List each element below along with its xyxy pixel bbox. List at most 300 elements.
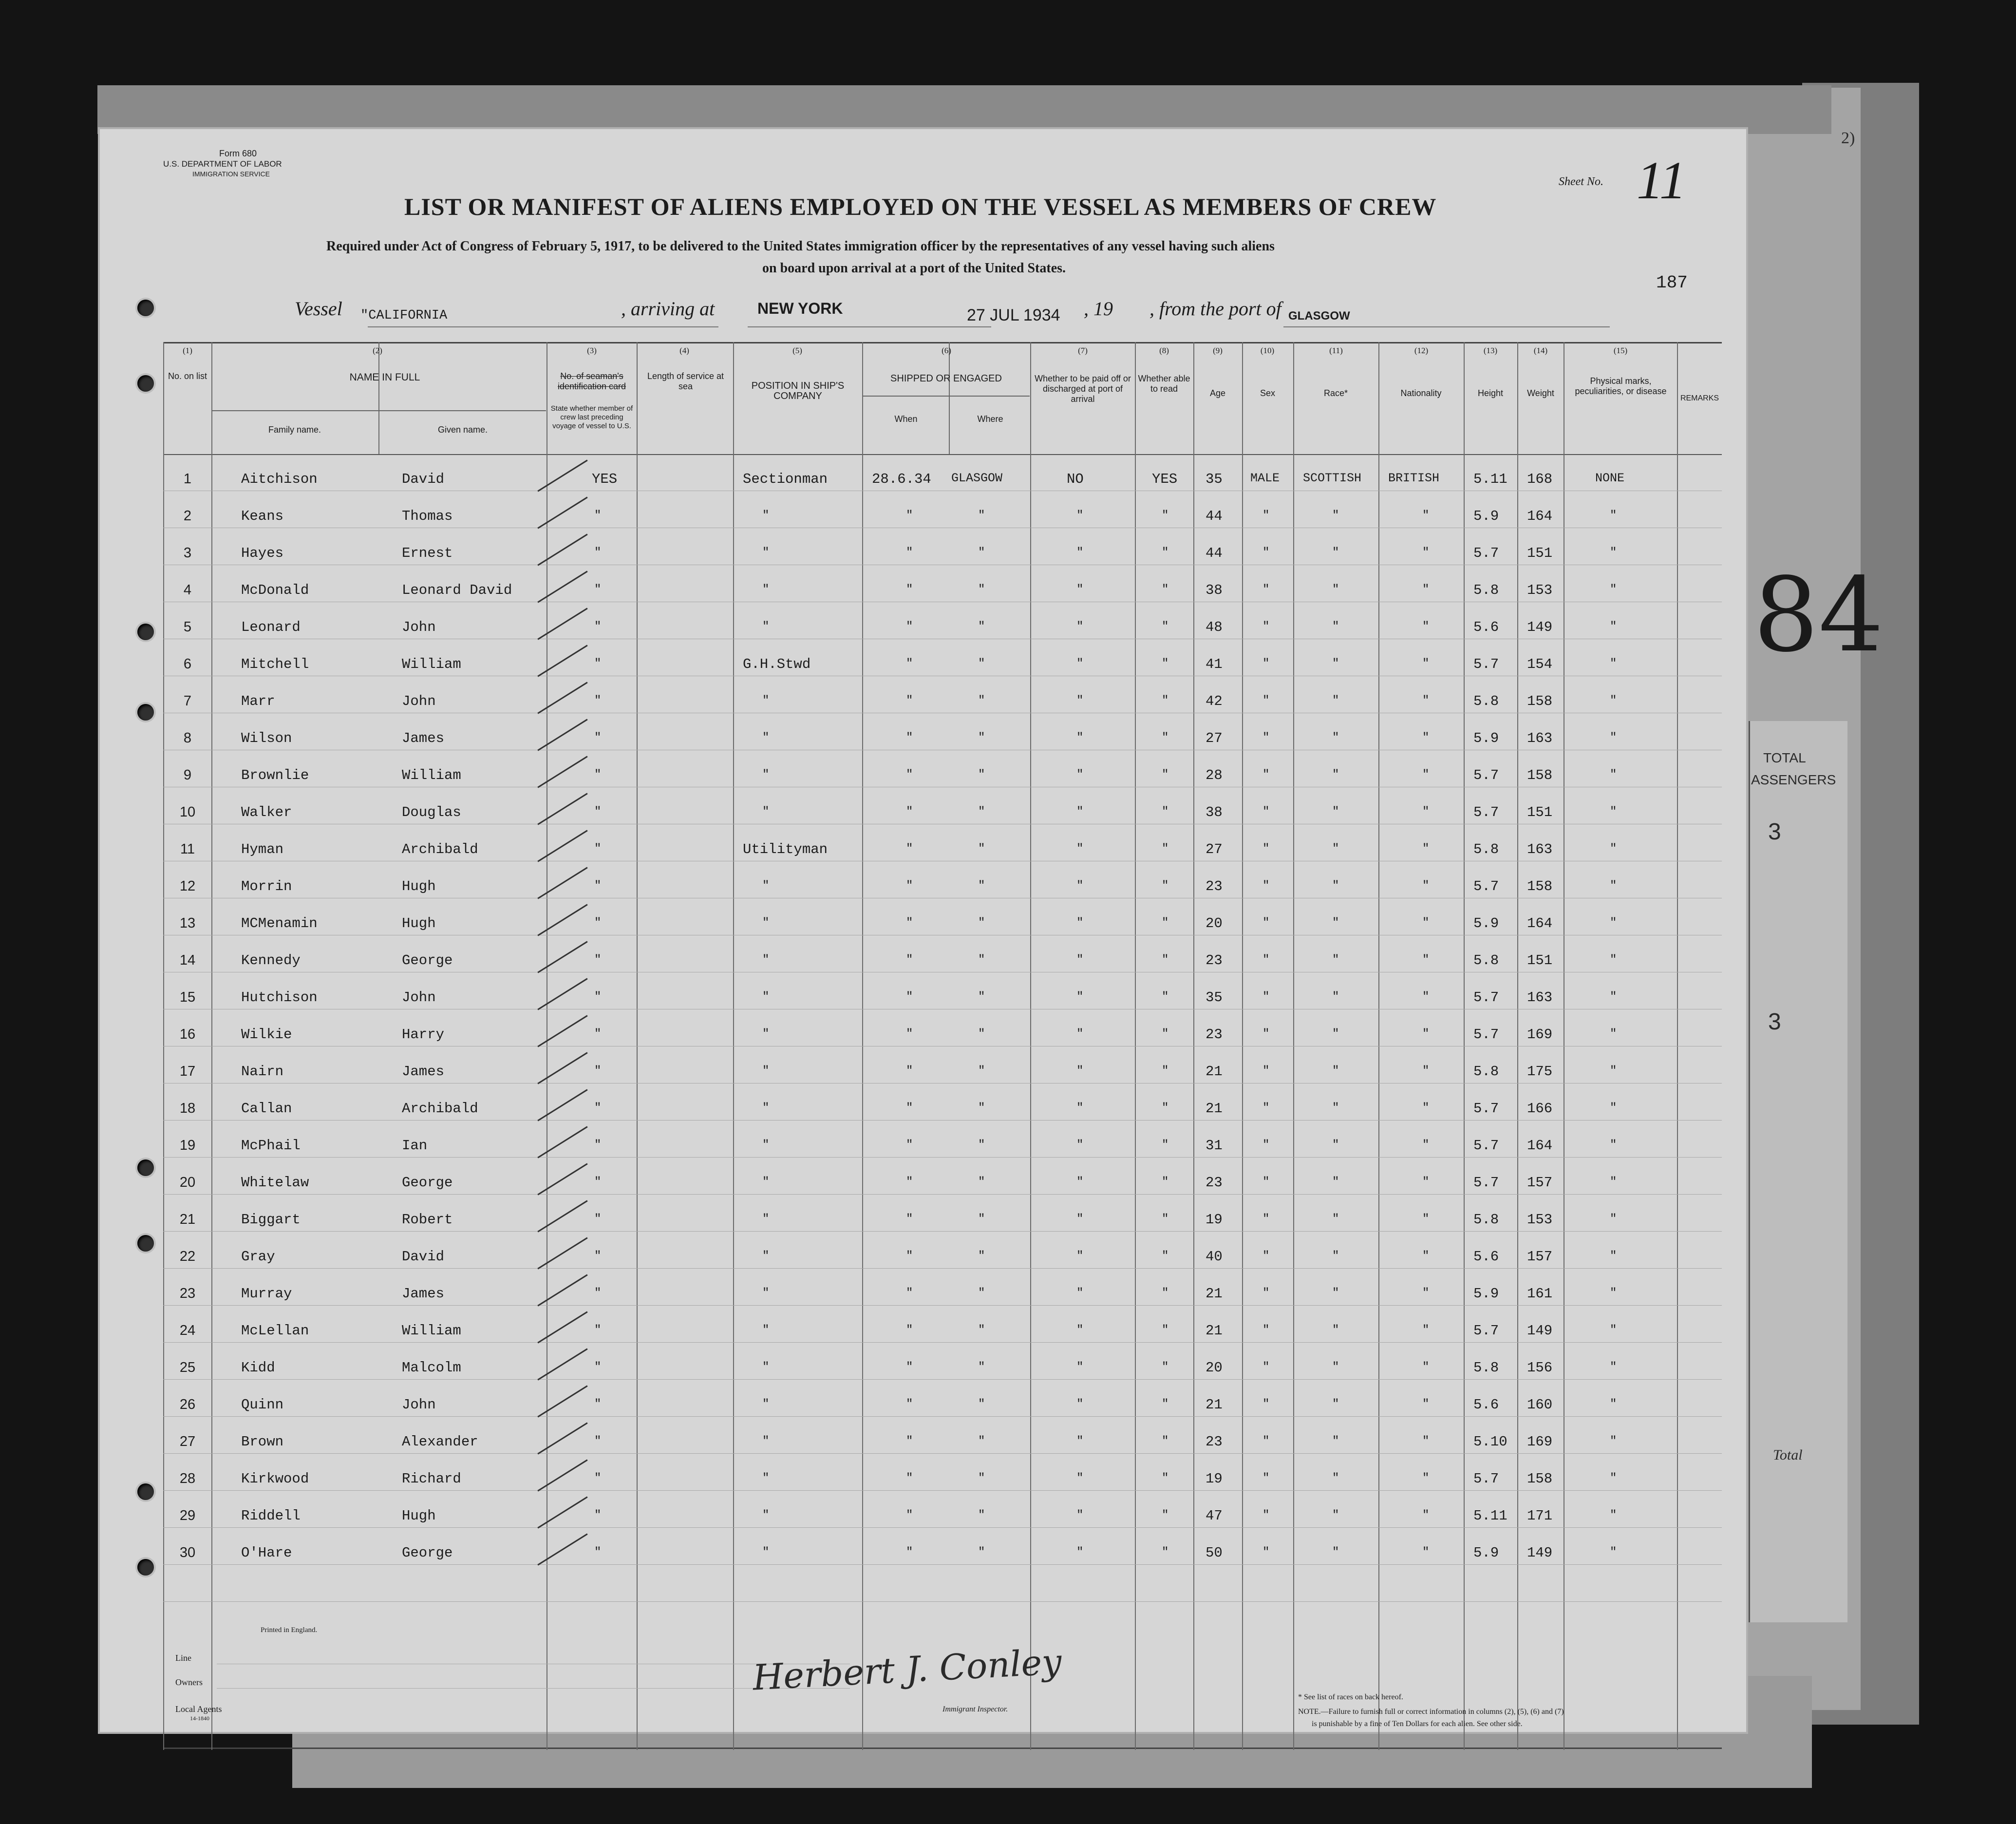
ditto-mark: " [1162, 990, 1169, 1004]
ditto-mark: " [1422, 1102, 1430, 1115]
ditto-mark: " [1162, 1064, 1169, 1078]
ditto-mark: " [1610, 1213, 1617, 1226]
ditto-mark: " [1162, 1472, 1169, 1485]
check-mark [537, 1422, 587, 1454]
ditto-mark: " [1422, 1546, 1430, 1559]
given-name-cell: George [402, 1175, 453, 1191]
table-bottom-border [163, 1748, 1722, 1749]
given-name-cell: James [402, 730, 445, 746]
header-id-card-note: State whether member of crew last preceding voyage of vessel to U.S. [550, 404, 633, 430]
ditto-mark: " [906, 1064, 913, 1078]
check-mark [537, 459, 587, 492]
ditto-mark: " [1076, 694, 1084, 707]
vessel-underline [368, 326, 718, 327]
age-cell: 47 [1206, 1508, 1223, 1524]
ditto-mark: " [1162, 953, 1169, 967]
ditto-mark: " [594, 1546, 602, 1559]
check-mark [537, 1089, 587, 1121]
header-height: Height [1477, 388, 1504, 398]
ditto-mark: " [1422, 1064, 1430, 1078]
ditto-mark: " [1610, 768, 1617, 781]
weight-cell: 164 [1527, 1138, 1553, 1154]
header-nationality: Nationality [1400, 388, 1442, 398]
ditto-mark: " [1076, 1250, 1084, 1263]
ditto-mark: " [1610, 1509, 1617, 1522]
passengers-label: ASSENGERS [1751, 772, 1836, 787]
paid-off-cell: NO [1067, 471, 1084, 487]
row-number: 7 [183, 693, 192, 709]
family-name-cell: McLellan [241, 1323, 309, 1339]
ditto-mark: " [978, 1361, 985, 1374]
ditto-mark: " [1332, 1064, 1339, 1078]
ditto-mark: " [1262, 953, 1270, 967]
ditto-mark: " [1332, 768, 1339, 781]
ditto-mark: " [594, 768, 602, 781]
given-name-cell: George [402, 1545, 453, 1561]
manifest-sheet [100, 129, 1746, 1732]
height-cell: 5.9 [1473, 915, 1499, 931]
ditto-mark: " [594, 1027, 602, 1041]
ditto-mark: " [1076, 1472, 1084, 1485]
ditto-mark: " [1262, 620, 1270, 633]
ditto-mark: " [906, 1176, 913, 1189]
ditto-mark: " [1262, 805, 1270, 818]
sex-cell: MALE [1250, 471, 1280, 485]
ditto-mark: " [1332, 990, 1339, 1004]
ditto-mark: " [1332, 1324, 1339, 1337]
ditto-mark: " [978, 916, 985, 930]
ditto-mark: " [978, 879, 985, 893]
ditto-mark: " [1076, 583, 1084, 596]
ditto-mark: " [1610, 1287, 1617, 1300]
ditto-mark: " [1262, 731, 1270, 744]
ditto-mark: " [1610, 583, 1617, 596]
weight-cell: 166 [1527, 1101, 1553, 1117]
header-length-service: Length of service at sea [647, 371, 724, 391]
ditto-mark: " [978, 1435, 985, 1448]
row-rule [163, 1120, 1722, 1121]
ditto-mark: " [762, 509, 770, 522]
weight-cell: 158 [1527, 878, 1553, 894]
family-name-cell: Whitelaw [241, 1175, 309, 1191]
ditto-mark: " [1610, 1139, 1617, 1152]
ditto-mark: " [906, 1509, 913, 1522]
row-rule [163, 1601, 1722, 1602]
weight-cell: 158 [1527, 767, 1553, 783]
age-cell: 40 [1206, 1249, 1223, 1265]
total-label: TOTAL [1763, 750, 1806, 765]
height-cell: 5.7 [1473, 1175, 1499, 1191]
ditto-mark: " [1162, 1102, 1169, 1115]
crew-table [163, 342, 1722, 1750]
ditto-mark: " [1610, 731, 1617, 744]
ditto-mark: " [1332, 1546, 1339, 1559]
check-mark [537, 1015, 587, 1047]
ditto-mark: " [1262, 879, 1270, 893]
ditto-mark: " [1162, 805, 1169, 818]
row-number: 16 [179, 1026, 196, 1042]
weight-cell: 157 [1527, 1175, 1553, 1191]
column-number: (1) [183, 346, 192, 355]
check-mark [537, 978, 587, 1010]
weight-cell: 151 [1527, 952, 1553, 969]
check-mark [537, 1163, 587, 1195]
given-name-cell: Hugh [402, 915, 436, 931]
given-name-cell: William [402, 767, 461, 783]
ditto-mark: " [1262, 1139, 1270, 1152]
age-cell: 21 [1206, 1397, 1223, 1413]
ditto-mark: " [978, 1139, 985, 1152]
family-name-cell: Keans [241, 508, 284, 524]
ditto-mark: " [594, 1472, 602, 1485]
ditto-mark: " [1332, 916, 1339, 930]
family-name-cell: Biggart [241, 1212, 301, 1228]
ditto-mark: " [762, 1435, 770, 1448]
height-cell: 5.8 [1473, 1064, 1499, 1080]
row-number: 23 [179, 1286, 196, 1301]
column-divider [378, 342, 379, 454]
ditto-mark: " [1076, 1213, 1084, 1226]
row-rule [163, 1342, 1722, 1343]
weight-cell: 164 [1527, 915, 1553, 931]
binder-hole [137, 1483, 154, 1500]
row-rule [163, 1268, 1722, 1269]
height-cell: 5.8 [1473, 693, 1499, 709]
height-cell: 5.8 [1473, 1212, 1499, 1228]
check-mark [537, 941, 587, 973]
ditto-mark: " [906, 583, 913, 596]
ditto-mark: " [1610, 1361, 1617, 1374]
ditto-mark: " [594, 1102, 602, 1115]
header-paid-off: Whether to be paid off or discharged at port of arrival [1035, 374, 1131, 404]
ditto-mark: " [1076, 1176, 1084, 1189]
sheet-no-label: Sheet No. [1559, 175, 1603, 188]
ditto-mark: " [1422, 620, 1430, 633]
binder-hole [137, 1559, 154, 1576]
ditto-mark: " [1422, 509, 1430, 522]
ditto-mark: " [1332, 1102, 1339, 1115]
ditto-mark: " [978, 1213, 985, 1226]
row-rule [163, 1453, 1722, 1454]
ditto-mark: " [1162, 1176, 1169, 1189]
ditto-mark: " [1422, 694, 1430, 707]
total-italic-label: Total [1773, 1447, 1803, 1463]
family-name-cell: Marr [241, 693, 275, 709]
column-number: (6) [942, 346, 951, 355]
age-cell: 35 [1206, 471, 1223, 487]
ditto-mark: " [906, 731, 913, 744]
given-name-cell: Ernest [402, 545, 453, 561]
height-cell: 5.8 [1473, 952, 1499, 969]
ditto-mark: " [978, 1027, 985, 1041]
ditto-mark: " [1076, 546, 1084, 559]
ditto-mark: " [1076, 620, 1084, 633]
row-number: 10 [179, 804, 196, 820]
ditto-mark: " [1332, 509, 1339, 522]
check-mark [537, 608, 587, 640]
age-cell: 28 [1206, 767, 1223, 783]
row-number: 4 [183, 582, 192, 598]
ditto-mark: " [1332, 1176, 1339, 1189]
ditto-mark: " [978, 953, 985, 967]
ditto-mark: " [978, 768, 985, 781]
ditto-mark: " [762, 1064, 770, 1078]
ditto-mark: " [762, 1176, 770, 1189]
ditto-mark: " [762, 546, 770, 559]
ditto-mark: " [1610, 1250, 1617, 1263]
ditto-mark: " [1332, 1361, 1339, 1374]
ditto-mark: " [906, 1472, 913, 1485]
weight-cell: 149 [1527, 1545, 1553, 1561]
given-name-cell: David [402, 471, 445, 487]
row-number: 3 [183, 545, 192, 561]
ditto-mark: " [1332, 1472, 1339, 1485]
ditto-mark: " [1422, 1213, 1430, 1226]
family-name-cell: Morrin [241, 878, 292, 894]
ditto-mark: " [1262, 657, 1270, 670]
ditto-mark: " [762, 879, 770, 893]
check-mark [537, 1348, 587, 1380]
given-name-cell: Archibald [402, 841, 478, 857]
port-underline [748, 326, 991, 327]
ditto-mark: " [1332, 1250, 1339, 1263]
column-number: (3) [587, 346, 597, 355]
arriving-label: , arriving at [621, 298, 715, 320]
height-cell: 5.8 [1473, 582, 1499, 598]
arrival-date: 27 JUL 1934 [967, 306, 1060, 324]
given-name-cell: Alexander [402, 1434, 478, 1450]
ditto-mark: " [1162, 916, 1169, 930]
ditto-mark: " [1422, 1250, 1430, 1263]
column-number: (7) [1078, 346, 1088, 355]
able-read-cell: YES [1152, 471, 1178, 487]
header-physical: Physical marks, peculiarities, or disease [1575, 376, 1667, 396]
age-cell: 41 [1206, 656, 1223, 672]
ditto-mark: " [1422, 1176, 1430, 1189]
ditto-mark: " [906, 879, 913, 893]
inspector-signature: Herbert J. Conley [752, 1641, 1063, 1698]
ditto-mark: " [978, 509, 985, 522]
ditto-mark: " [1076, 953, 1084, 967]
ditto-mark: " [1076, 1546, 1084, 1559]
ditto-mark: " [1332, 657, 1339, 670]
ditto-mark: " [1610, 1176, 1617, 1189]
row-number: 13 [179, 915, 196, 931]
column-number: (5) [792, 346, 802, 355]
row-number: 28 [179, 1471, 196, 1486]
ditto-mark: " [1610, 1398, 1617, 1411]
header-race: Race* [1323, 388, 1348, 398]
ditto-mark: " [594, 842, 602, 855]
weight-cell: 161 [1527, 1286, 1553, 1302]
row-number: 8 [183, 730, 192, 746]
age-cell: 21 [1206, 1064, 1223, 1080]
ditto-mark: " [1262, 1472, 1270, 1485]
ditto-mark: " [1076, 990, 1084, 1004]
height-cell: 5.9 [1473, 1286, 1499, 1302]
ditto-mark: " [1162, 1435, 1169, 1448]
ditto-mark: " [978, 731, 985, 744]
family-name-cell: Gray [241, 1249, 275, 1265]
header-given-name: Given name. [437, 425, 488, 435]
check-mark [537, 1237, 587, 1269]
ditto-mark: " [906, 1398, 913, 1411]
ditto-mark: " [1262, 1027, 1270, 1041]
penalty-note-1: NOTE.—Failure to furnish full or correct information in columns (2), (5), (6) and (7) [1298, 1708, 1564, 1716]
check-mark [537, 1274, 587, 1306]
check-mark [537, 1496, 587, 1528]
top-number: 187 [1656, 273, 1688, 293]
height-cell: 5.6 [1473, 619, 1499, 635]
ditto-mark: " [762, 768, 770, 781]
ditto-mark: " [1162, 842, 1169, 855]
position-cell: G.H.Stwd [743, 656, 811, 672]
ditto-mark: " [1162, 546, 1169, 559]
ditto-mark: " [594, 546, 602, 559]
header-bottom-border [163, 454, 1722, 455]
ditto-mark: " [978, 1102, 985, 1115]
ditto-mark: " [906, 1361, 913, 1374]
weight-cell: 151 [1527, 804, 1553, 820]
row-number: 21 [179, 1212, 196, 1227]
ditto-mark: " [1162, 620, 1169, 633]
ditto-mark: " [1262, 694, 1270, 707]
height-cell: 5.7 [1473, 1138, 1499, 1154]
ditto-mark: " [1332, 1213, 1339, 1226]
ditto-mark: " [1422, 1027, 1430, 1041]
penalty-note-2: is punishable by a fine of Ten Dollars for each alien. See other side. [1312, 1720, 1523, 1728]
ditto-mark: " [1422, 990, 1430, 1004]
ditto-mark: " [1262, 1250, 1270, 1263]
ditto-mark: " [978, 546, 985, 559]
check-mark [537, 1311, 587, 1343]
age-cell: 21 [1206, 1323, 1223, 1339]
subtitle-line-2: on board upon arrival at a port of the United States. [762, 261, 1066, 276]
weight-cell: 171 [1527, 1508, 1553, 1524]
ditto-mark: " [906, 1435, 913, 1448]
ditto-mark: " [1076, 1324, 1084, 1337]
ditto-mark: " [762, 1324, 770, 1337]
weight-cell: 163 [1527, 989, 1553, 1006]
given-name-cell: Leonard David [402, 582, 512, 598]
given-name-cell: Ian [402, 1138, 428, 1154]
row-number: 1 [183, 471, 192, 487]
ditto-mark: " [978, 583, 985, 596]
family-name-cell: Walker [241, 804, 292, 820]
given-name-cell: William [402, 656, 461, 672]
ditto-mark: " [762, 1027, 770, 1041]
check-mark [537, 867, 587, 899]
row-rule [163, 1564, 1722, 1565]
weight-cell: 175 [1527, 1064, 1553, 1080]
row-number: 22 [179, 1249, 196, 1264]
header-no-on-list: No. on list [168, 371, 207, 381]
age-cell: 19 [1206, 1471, 1223, 1487]
ditto-mark: " [906, 768, 913, 781]
row-rule [163, 1527, 1722, 1528]
given-name-cell: David [402, 1249, 445, 1265]
from-port-label: , from the port of [1149, 298, 1281, 320]
ditto-mark: " [1162, 1213, 1169, 1226]
column-number: (15) [1613, 346, 1628, 355]
ditto-mark: " [1422, 1361, 1430, 1374]
ditto-mark: " [594, 1324, 602, 1337]
given-name-cell: John [402, 693, 436, 709]
check-mark [537, 904, 587, 936]
family-name-cell: Callan [241, 1101, 292, 1117]
family-name-cell: Wilson [241, 730, 292, 746]
given-name-cell: Hugh [402, 1508, 436, 1524]
column-number: (10) [1260, 346, 1275, 355]
ditto-mark: " [978, 1064, 985, 1078]
ditto-mark: " [978, 1472, 985, 1485]
given-name-cell: James [402, 1286, 445, 1302]
weight-cell: 157 [1527, 1249, 1553, 1265]
family-name-cell: Kennedy [241, 952, 301, 969]
given-name-cell: Hugh [402, 878, 436, 894]
height-cell: 5.7 [1473, 767, 1499, 783]
given-name-cell: John [402, 989, 436, 1006]
total-value-a: 3 [1768, 819, 1781, 845]
given-name-cell: Harry [402, 1026, 445, 1043]
ditto-mark: " [1076, 768, 1084, 781]
ditto-mark: " [762, 916, 770, 930]
height-cell: 5.6 [1473, 1397, 1499, 1413]
ditto-mark: " [906, 509, 913, 522]
ditto-mark: " [1162, 1546, 1169, 1559]
check-mark [537, 830, 587, 862]
weight-cell: 160 [1527, 1397, 1553, 1413]
ditto-mark: " [594, 990, 602, 1004]
row-rule [163, 1231, 1722, 1232]
family-name-cell: Nairn [241, 1064, 284, 1080]
row-rule [163, 1194, 1722, 1195]
printed-note: Printed in England. [261, 1626, 318, 1634]
nationality-cell: BRITISH [1388, 471, 1440, 485]
ditto-mark: " [906, 1546, 913, 1559]
sheet-no-value: 11 [1637, 151, 1686, 210]
row-number: 2 [183, 508, 192, 524]
height-cell: 5.8 [1473, 841, 1499, 857]
from-underline [1283, 326, 1610, 327]
age-cell: 27 [1206, 730, 1223, 746]
ditto-mark: " [1422, 953, 1430, 967]
ditto-mark: " [1162, 1139, 1169, 1152]
row-number: 6 [183, 656, 192, 672]
ditto-mark: " [762, 990, 770, 1004]
ditto-mark: " [1422, 546, 1430, 559]
height-cell: 5.9 [1473, 508, 1499, 524]
ditto-mark: " [906, 805, 913, 818]
ditto-mark: " [594, 694, 602, 707]
given-name-cell: George [402, 952, 453, 969]
ditto-mark: " [1076, 731, 1084, 744]
height-cell: 5.9 [1473, 1545, 1499, 1561]
ditto-mark: " [1422, 805, 1430, 818]
ditto-mark: " [978, 1546, 985, 1559]
ditto-mark: " [1262, 1398, 1270, 1411]
race-cell: SCOTTISH [1303, 471, 1362, 485]
ditto-mark: " [1610, 916, 1617, 930]
ditto-mark: " [1610, 953, 1617, 967]
ditto-mark: " [978, 1509, 985, 1522]
ditto-mark: " [1162, 1398, 1169, 1411]
ditto-mark: " [1610, 620, 1617, 633]
ditto-mark: " [762, 1287, 770, 1300]
ditto-mark: " [978, 1250, 985, 1263]
ditto-mark: " [1422, 1287, 1430, 1300]
family-name-cell: Kirkwood [241, 1471, 309, 1487]
